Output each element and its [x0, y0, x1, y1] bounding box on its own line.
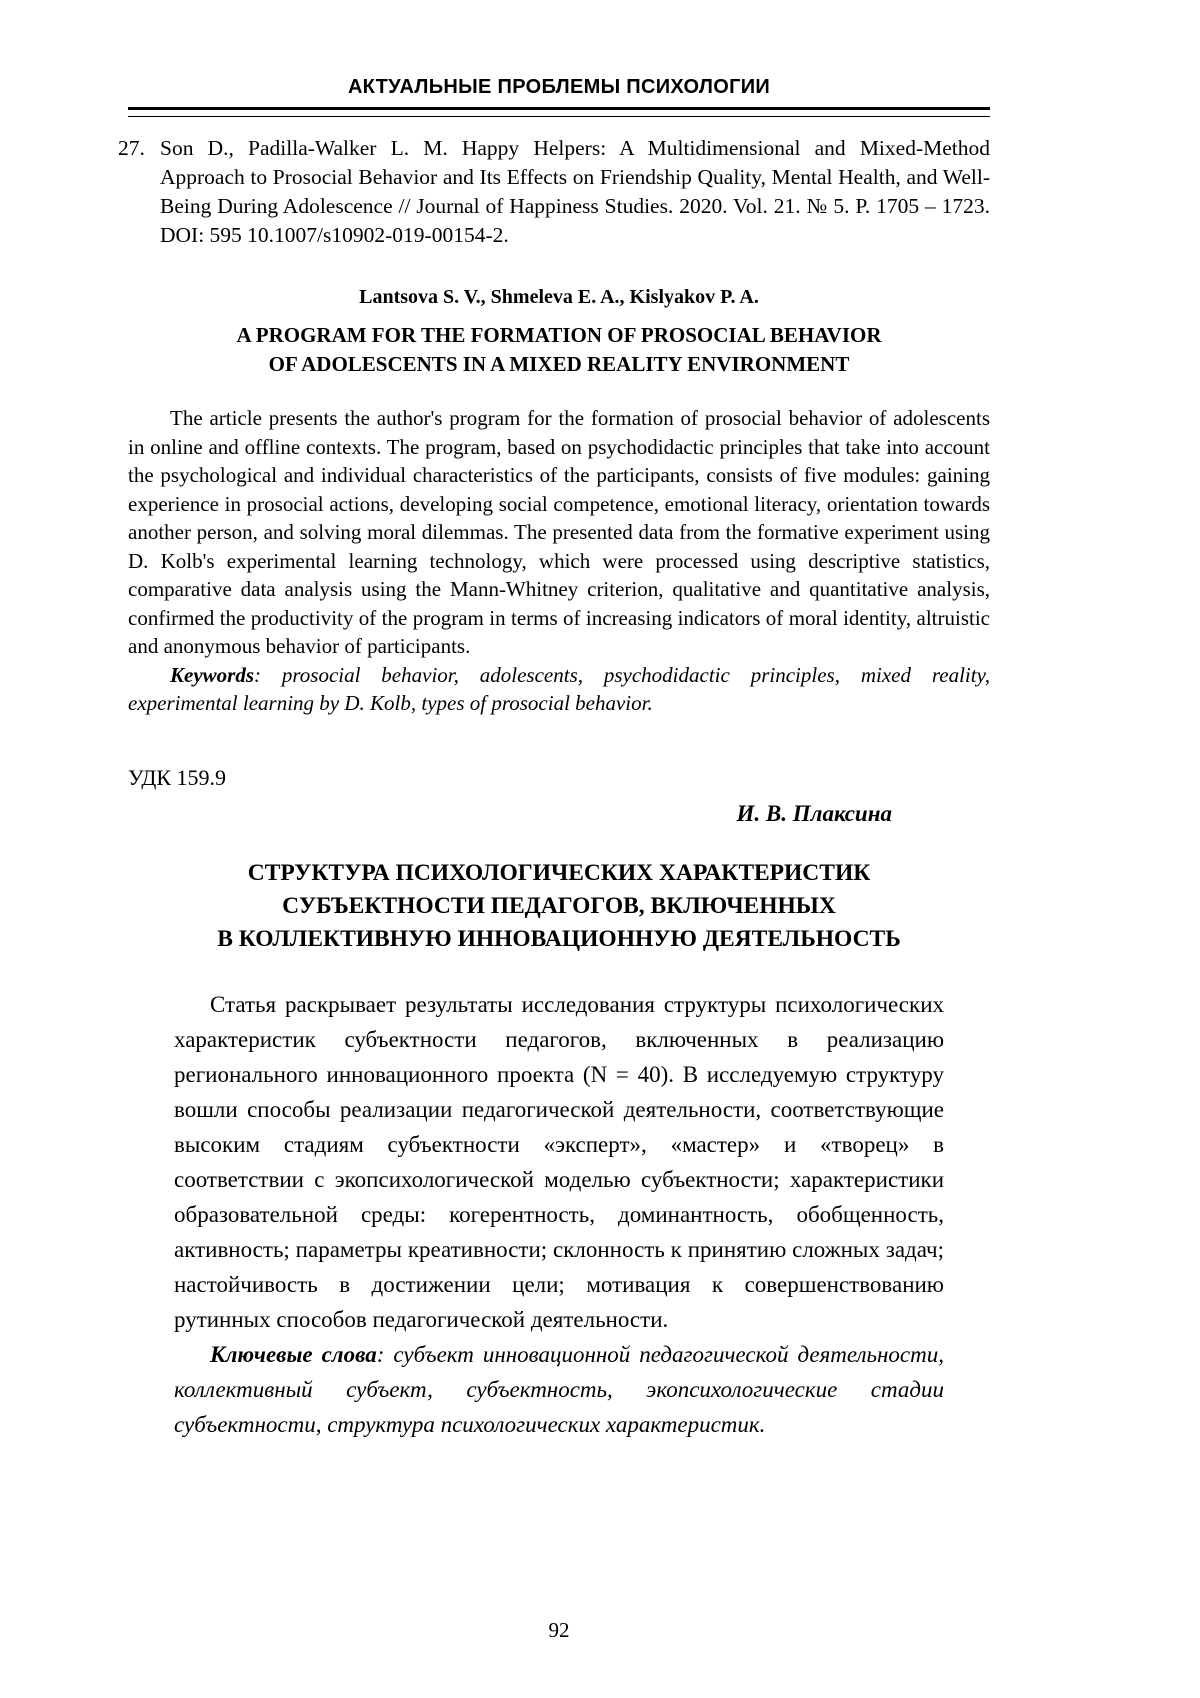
keywords-label-ru: Ключевые слова [210, 1341, 377, 1367]
article-authors-en: Lantsova S. V., Shmeleva E. A., Kislyakov P. A. [359, 286, 759, 308]
page-number: 92 [548, 1618, 570, 1642]
article-title-en: A PROGRAM FOR THE FORMATION OF PROSOCIAL BEHAVIOR OF ADOLESCENTS IN A MIXED REALITY ENVIRONMENT [236, 323, 882, 376]
abstract-ru: Статья раскрывает результаты исследования структуры психологических характеристик субъектности педагогов, включенных в реализацию регионального инновационного проекта (N = 40). В исследуемую структуру вошли способы реализации педагогической деятельности, соответствующие высоким стадиям субъектности «эксперт», «мастер» и «творец» в соответствии с экопсихологической моделью субъектности; характеристики образовательной среды: когерентность, доминантность, обобщенность, активность; параметры креативности; склонность к принятию сложных задач; настойчивость в достижении цели; мотивация к совершенствованию рутинных способов педагогической деятельности. [174, 991, 944, 1332]
reference-number: 27. [118, 136, 145, 160]
page-content [118, 0, 990, 1698]
running-head: АКТУАЛЬНЫЕ ПРОБЛЕМЫ ПСИХОЛОГИИ [347, 76, 771, 98]
keywords-text-ru: : субъект инновационной педагогической деятельности, коллективный субъект, субъектность, экопсихологические стадии субъектности, структура психологических характеристик. [174, 1341, 944, 1437]
keywords-ru [174, 1337, 944, 1442]
header-rule [128, 107, 990, 117]
keywords-text-en: : prosocial behavior, adolescents, psychodidactic principles, mixed reality, experimental learning by D. Kolb, types of prosocial behavior. [128, 662, 990, 715]
abstract-en: The article presents the author's program for the formation of prosocial behavior of adolescents in online and offline contexts. The program, based on psychodidactic principles that take into account the psychological and individual characteristics of the participants, consists of five modules: gaining experience in prosocial actions, developing social competence, emotional literacy, orientation towards another person, and solving moral dilemmas. The presented data from the formative experiment using D. Kolb's experimental learning technology, which were processed using descriptive statistics, comparative data analysis using the Mann-Whitney criterion, qualitative and quantitative analysis, confirmed the productivity of the program in terms of increasing indicators of moral identity, altruistic and anonymous behavior of participants. [128, 406, 990, 658]
article-title-ru: СТРУКТУРА ПСИХОЛОГИЧЕСКИХ ХАРАКТЕРИСТИК СУБЪЕКТНОСТИ ПЕДАГОГОВ, ВКЛЮЧЕННЫХ В КОЛЛЕКТИВНУЮ ИННОВАЦИОННУЮ ДЕЯТЕЛЬНОСТЬ [217, 859, 901, 952]
reference-text: Son D., Padilla-Walker L. M. Happy Helpers: A Multidimensional and Mixed-Method Approach to Prosocial Behavior and Its Effects on Friendship Quality, Mental Health, and Well-Being During Adolescence // Journal of Happiness Studies. 2020. Vol. 21. № 5. P. 1705 – 1723. DOI: 595 10.1007/s10902-019-00154-2. [160, 136, 990, 247]
reference-entry [118, 134, 990, 250]
article-author-ru: И. В. Плаксина [736, 800, 892, 826]
keywords-en [128, 661, 990, 718]
keywords-label-en: Keywords [170, 662, 254, 687]
udc-code: УДК 159.9 [128, 764, 227, 790]
